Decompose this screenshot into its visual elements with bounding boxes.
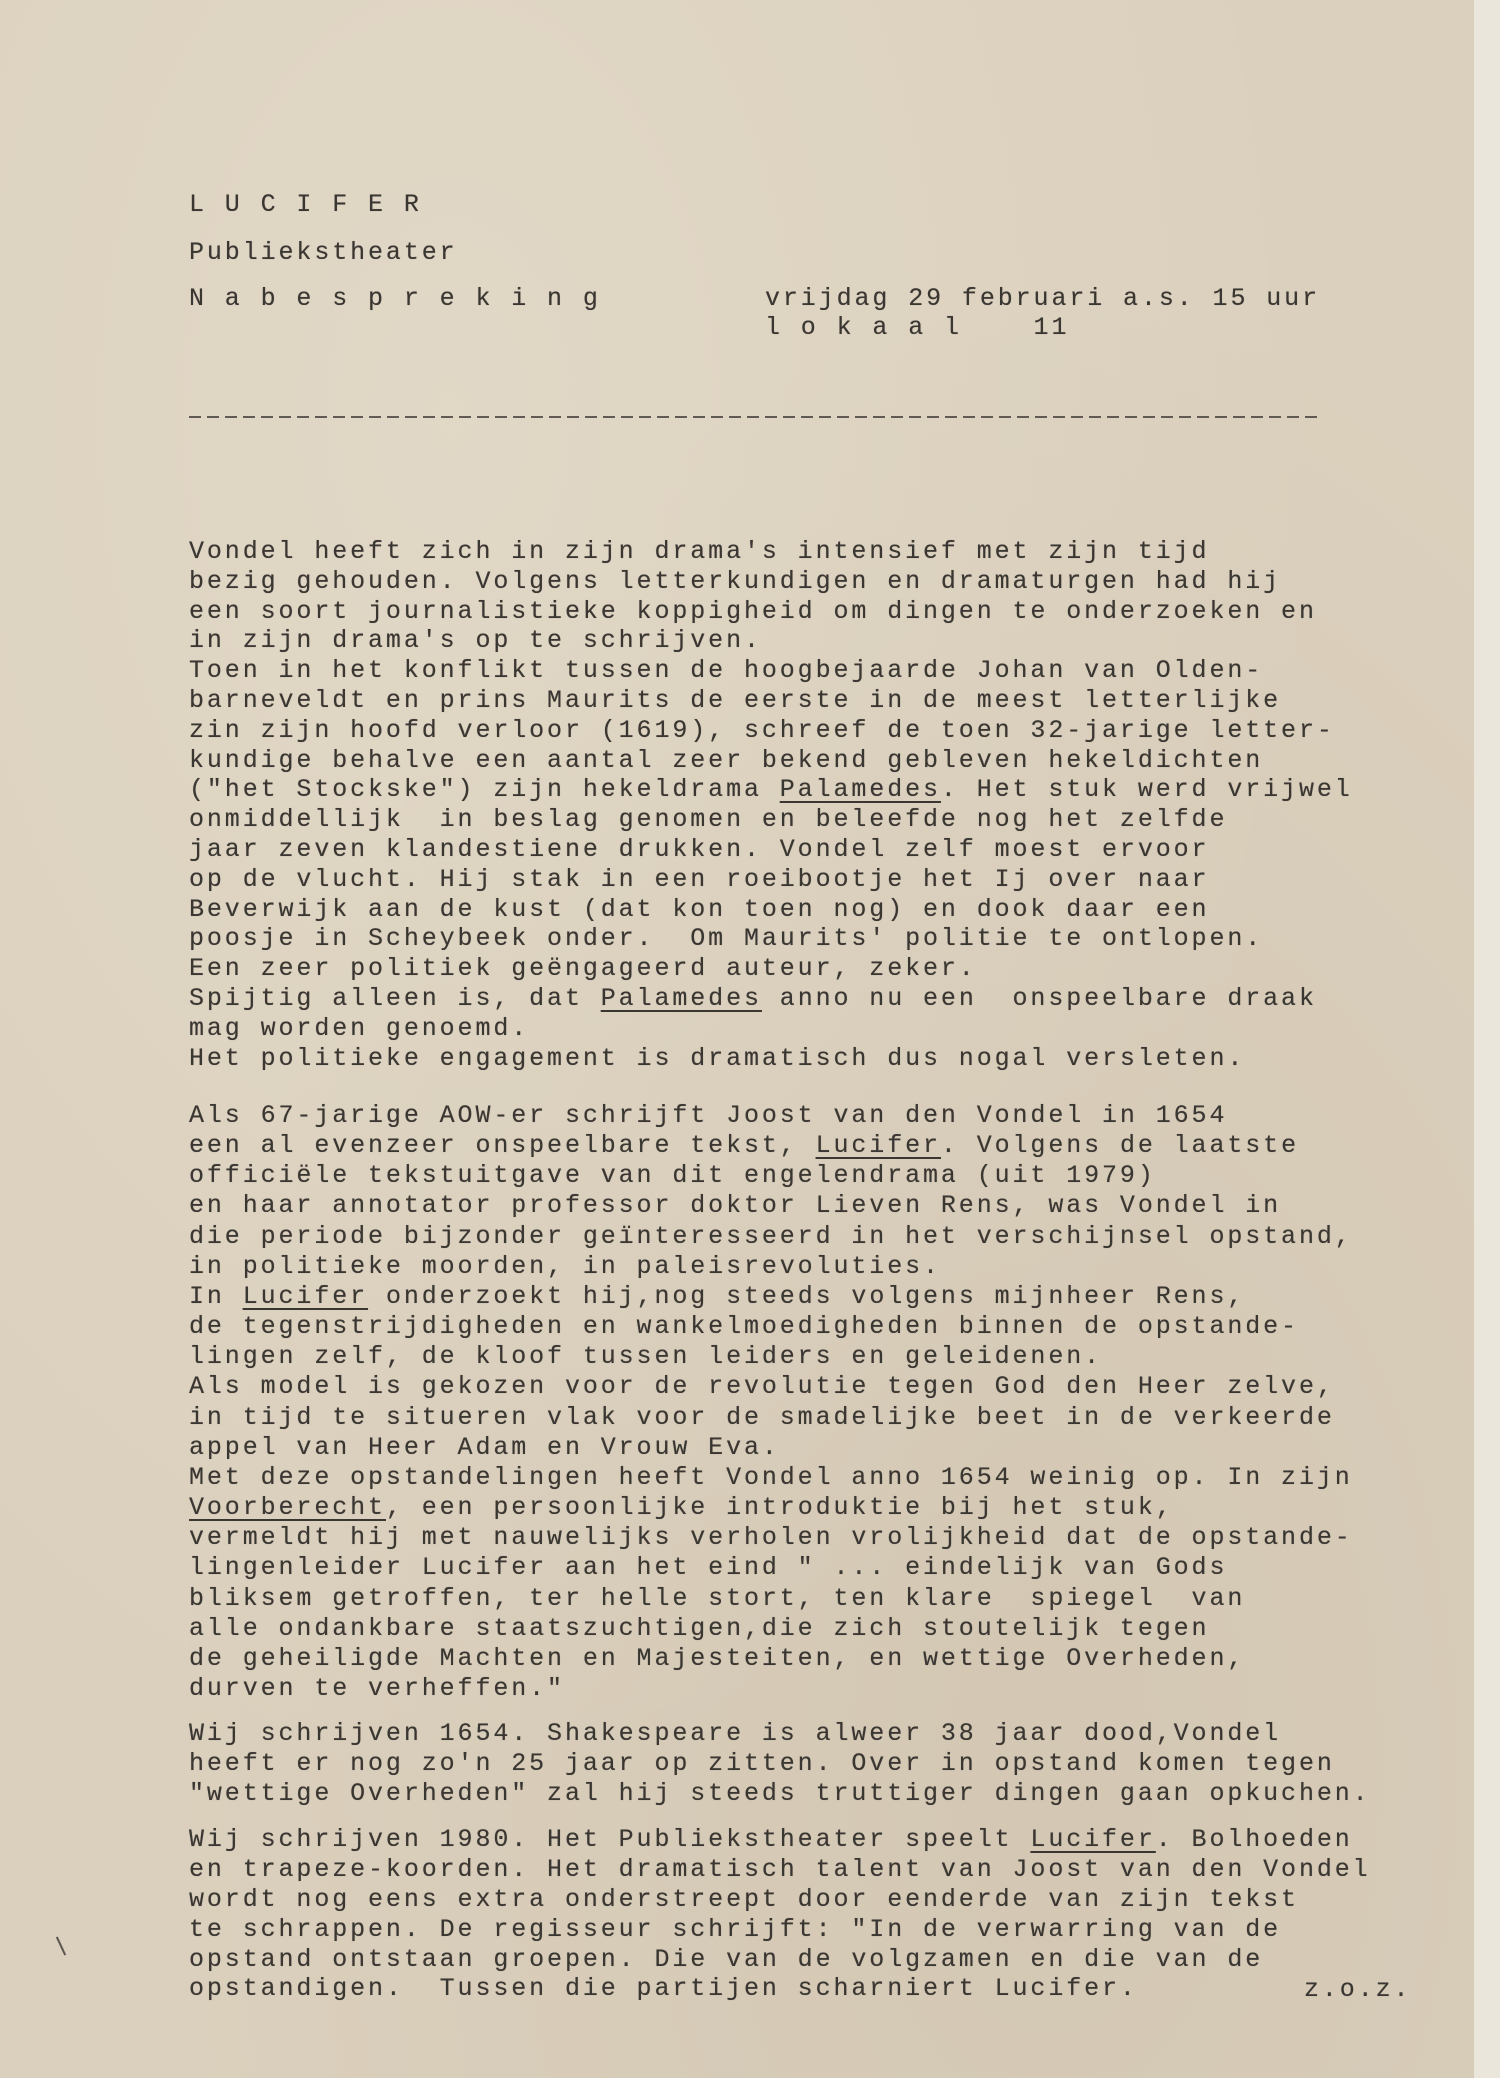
text-line <box>189 1312 1353 1342</box>
text-line <box>189 537 1353 567</box>
text-line <box>189 746 1353 776</box>
text-line <box>189 984 1353 1014</box>
underlined-title: Palamedes <box>600 983 762 1013</box>
text-line <box>189 1974 1371 2004</box>
paragraph-palamedes <box>189 537 1353 1073</box>
text-line <box>189 1131 1353 1161</box>
text-segment: Met deze opstandelingen heeft Vondel anno 1654 weinig op. In zijn <box>189 1462 1353 1492</box>
text-segment: onderzoekt hij,nog steeds volgens mijnheer Rens, <box>368 1281 1246 1311</box>
text-segment: een soort journalistieke koppigheid om dingen te onderzoeken en <box>189 596 1317 626</box>
text-segment: lingen zelf, de kloof tussen leiders en geleidenen. <box>189 1342 1103 1372</box>
paragraph-1654 <box>189 1719 1371 1810</box>
event-datetime: vrijdag 29 februari a.s. 15 uur <box>765 284 1320 313</box>
text-segment: mag worden genoemd. <box>189 1013 530 1043</box>
text-line <box>189 1855 1371 1885</box>
text-line <box>189 1553 1353 1583</box>
text-segment: opstandigen. Tussen die partijen scharniert Lucifer. <box>189 1974 1138 2004</box>
divider-line <box>189 416 1320 418</box>
text-line <box>189 1614 1353 1644</box>
text-segment: anno nu een onspeelbare draak <box>761 983 1317 1013</box>
text-segment: Als model is gekozen voor de revolutie tegen God den Heer zelve, <box>189 1372 1335 1402</box>
text-segment: , een persoonlijke introduktie bij het stuk, <box>385 1493 1174 1523</box>
text-line <box>189 835 1353 865</box>
text-line <box>189 895 1353 925</box>
text-segment: wordt nog eens extra onderstreept door eenderde van zijn tekst <box>189 1884 1299 1914</box>
text-line <box>189 1282 1353 1312</box>
text-segment: . Bolhoeden <box>1155 1825 1353 1854</box>
text-line <box>189 1674 1353 1704</box>
text-line <box>189 1584 1353 1614</box>
continue-note: z.o.z. <box>1304 1975 1412 2004</box>
text-segment: Wij schrijven 1654. Shakespeare is alweer 38 jaar dood,Vondel <box>189 1719 1282 1748</box>
text-line <box>189 1403 1353 1433</box>
text-segment: en trapeze-koorden. Het dramatisch talent van Joost van den Vondel <box>189 1854 1371 1884</box>
text-line <box>189 567 1353 597</box>
text-line <box>189 1945 1371 1975</box>
text-line <box>189 1342 1353 1372</box>
text-line <box>189 1191 1353 1221</box>
underlined-title: Lucifer <box>815 1131 941 1161</box>
text-line <box>189 1463 1353 1493</box>
text-line <box>189 1523 1353 1553</box>
text-line <box>189 686 1353 716</box>
text-segment: officiële tekstuitgave van dit engelendrama (uit 1979) <box>189 1161 1156 1191</box>
text-segment: bezig gehouden. Volgens letterkundigen en dramaturgen had hij <box>189 566 1282 596</box>
text-line <box>189 716 1353 746</box>
text-segment: Een zeer politiek geëngageerd auteur, zeker. <box>189 954 977 984</box>
text-line <box>189 924 1353 954</box>
text-segment: ("het Stockske") zijn hekeldrama <box>189 775 780 805</box>
text-segment: In <box>189 1281 243 1311</box>
text-segment: appel van Heer Adam en Vrouw Eva. <box>189 1432 780 1462</box>
text-segment: die periode bijzonder geïnteresseerd in het verschijnsel opstand, <box>189 1221 1353 1251</box>
document-title: L U C I F E R <box>189 190 422 219</box>
text-line <box>189 1719 1371 1749</box>
text-segment: barneveldt en prins Maurits de eerste in de meest letterlijke <box>189 685 1282 715</box>
text-segment: . Het stuk werd vrijwel <box>940 775 1353 805</box>
text-line <box>189 1252 1353 1282</box>
text-line <box>189 1372 1353 1402</box>
text-line <box>189 1433 1353 1463</box>
text-segment: "wettige Overheden" zal hij steeds truttiger dingen gaan opkuchen. <box>189 1779 1371 1809</box>
underlined-title: Palamedes <box>779 775 941 805</box>
text-line <box>189 775 1353 805</box>
text-line <box>189 1222 1353 1252</box>
text-segment: onmiddellijk in beslag genomen en beleefde nog het zelfde <box>189 805 1228 835</box>
paragraph-1980 <box>189 1825 1371 2004</box>
text-segment: de geheiligde Machten en Majesteiten, en wettige Overheden, <box>189 1643 1246 1673</box>
text-segment: in tijd te situeren vlak voor de smadelijke beet in de verkeerde <box>189 1402 1335 1432</box>
event-label: N a b e s p r e k i n g <box>189 284 601 313</box>
text-segment: Wij schrijven 1980. Het Publiekstheater speelt <box>189 1825 1031 1854</box>
text-segment: Toen in het konflikt tussen de hoogbejaarde Johan van Olden- <box>189 656 1264 686</box>
text-segment: heeft er nog zo'n 25 jaar op zitten. Over in opstand komen tegen <box>189 1749 1335 1779</box>
text-segment: lingenleider Lucifer aan het eind " ... eindelijk van Gods <box>189 1553 1228 1583</box>
text-segment: Beverwijk aan de kust (dat kon toen nog) en dook daar een <box>189 894 1210 924</box>
text-line <box>189 1014 1353 1044</box>
text-line <box>189 865 1353 895</box>
text-line <box>189 1161 1353 1191</box>
underlined-title: Voorberecht <box>189 1493 386 1523</box>
text-line <box>189 656 1353 686</box>
text-segment: opstand ontstaan groepen. Die van de volgzamen en die van de <box>189 1944 1264 1974</box>
text-line <box>189 626 1353 656</box>
underlined-title: Lucifer <box>1030 1825 1156 1854</box>
text-segment: zin zijn hoofd verloor (1619), schreef de toen 32-jarige letter- <box>189 715 1335 745</box>
text-line <box>189 805 1353 835</box>
text-segment: op de vlucht. Hij stak in een roeibootje het Ij over naar <box>189 864 1210 894</box>
text-segment: Vondel heeft zich in zijn drama's intensief met zijn tijd <box>189 537 1210 566</box>
text-line <box>189 954 1353 984</box>
text-segment: in zijn drama's op te schrijven. <box>189 626 762 656</box>
text-line <box>189 1644 1353 1674</box>
text-segment: bliksem getroffen, ter helle stort, ten klare spiegel van <box>189 1583 1246 1613</box>
text-segment: . Volgens de laatste <box>940 1131 1299 1161</box>
text-segment: alle ondankbare staatszuchtigen,die zich stoutelijk tegen <box>189 1613 1210 1643</box>
text-segment: durven te verheffen." <box>189 1673 565 1703</box>
text-segment: Spijtig alleen is, dat <box>189 983 601 1013</box>
document-subtitle: Publiekstheater <box>189 238 458 267</box>
text-line <box>189 1825 1371 1855</box>
text-line <box>189 1779 1371 1809</box>
text-segment: in politieke moorden, in paleisrevoluties. <box>189 1251 941 1281</box>
text-line <box>189 1749 1371 1779</box>
underlined-title: Lucifer <box>242 1281 369 1311</box>
text-segment: te schrappen. De regisseur schrijft: "In de verwarring van de <box>189 1914 1282 1944</box>
text-segment: en haar annotator professor doktor Lieven Rens, was Vondel in <box>189 1191 1282 1221</box>
text-segment: Het politieke engagement is dramatisch dus nogal versleten. <box>189 1043 1246 1073</box>
text-line <box>189 1885 1371 1915</box>
text-segment: vermeldt hij met nauwelijks verholen vrolijkheid dat de opstande- <box>189 1523 1353 1553</box>
text-segment: een al evenzeer onspeelbare tekst, <box>189 1131 816 1161</box>
text-segment: de tegenstrijdigheden en wankelmoedigheden binnen de opstande- <box>189 1312 1299 1342</box>
text-segment: poosje in Scheybeek onder. Om Maurits' politie te ontlopen. <box>189 924 1264 954</box>
paper-edge <box>1474 0 1500 2078</box>
paragraph-lucifer <box>189 1101 1353 1704</box>
text-line <box>189 1044 1353 1074</box>
text-segment: Als 67-jarige AOW-er schrijft Joost van den Vondel in 1654 <box>189 1101 1228 1130</box>
text-line <box>189 1101 1353 1131</box>
text-line <box>189 1493 1353 1523</box>
text-line <box>189 1915 1371 1945</box>
event-location: l o k a a l 11 <box>765 313 1070 342</box>
text-line <box>189 597 1353 627</box>
text-segment: jaar zeven klandestiene drukken. Vondel zelf moest ervoor <box>189 834 1210 864</box>
text-segment: kundige behalve een aantal zeer bekend gebleven hekeldichten <box>189 745 1264 775</box>
